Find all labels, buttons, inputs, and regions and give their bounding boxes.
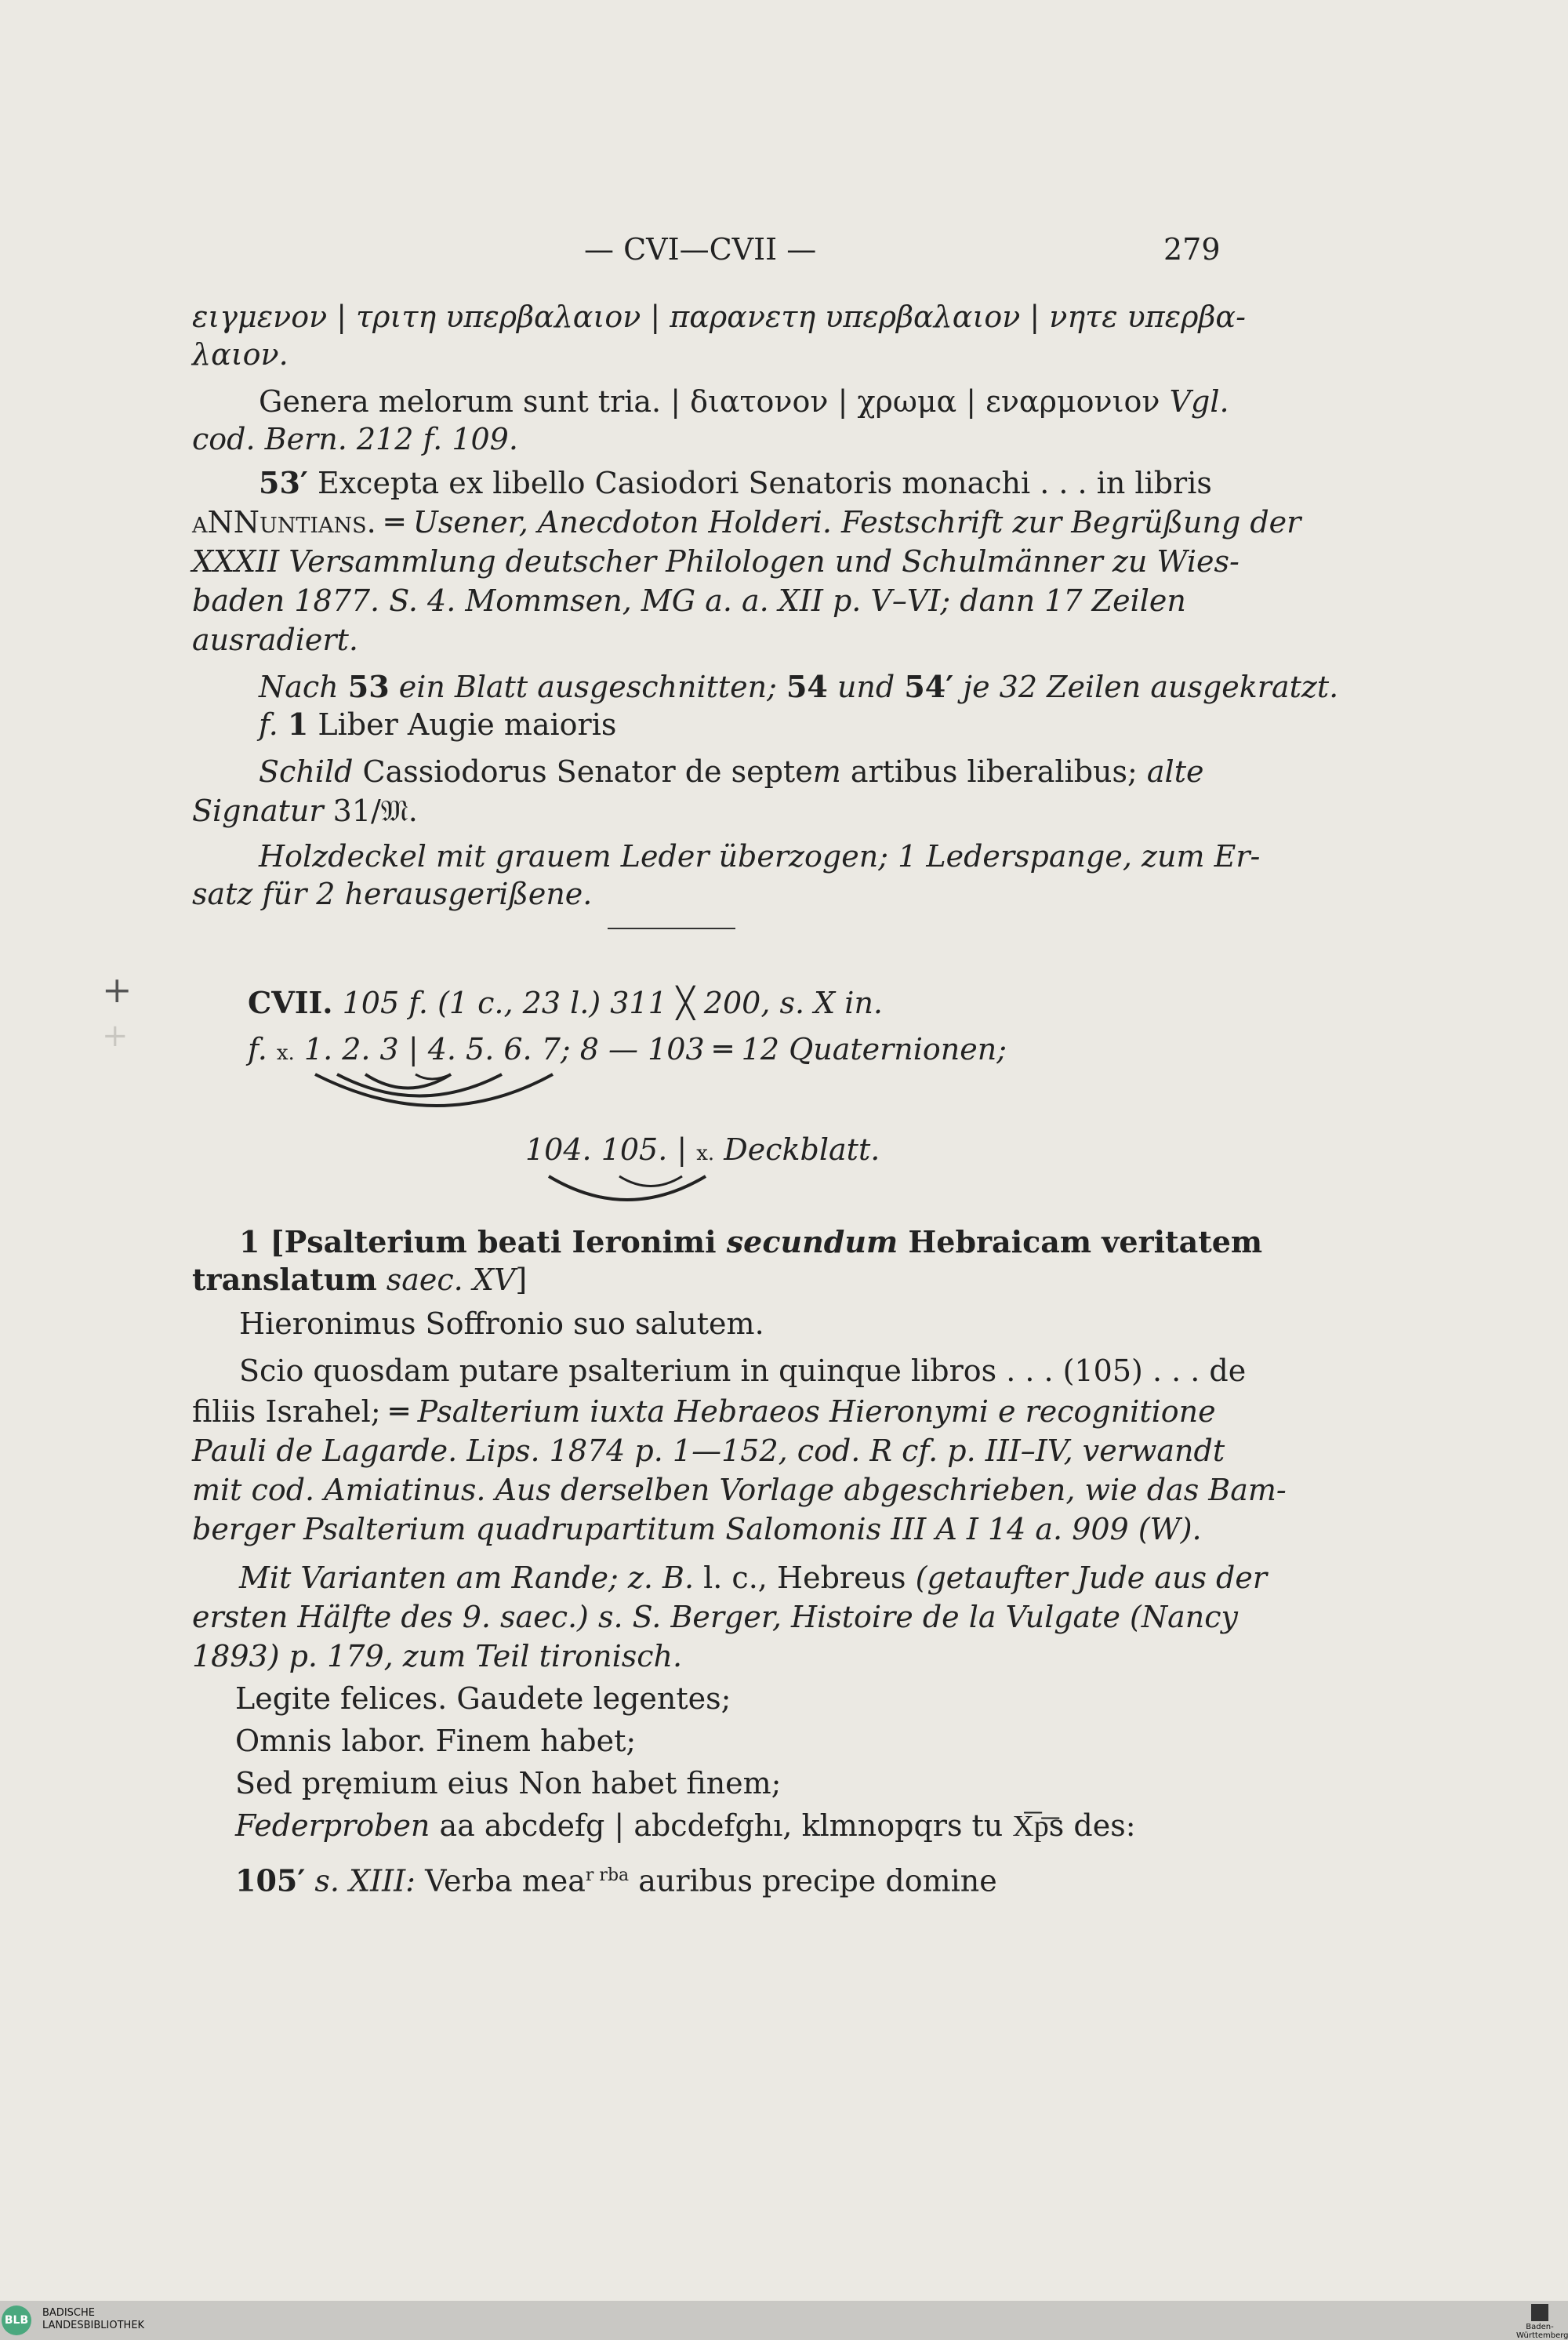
text-line-10: Nach 53 ein Blatt ausgeschnitten; 54 und 54′ je 32 Zeilen ausgekratzt.	[259, 669, 1339, 704]
text-line-2: λαιον.	[192, 337, 289, 372]
text-line-16: CVII. 105 f. (1 c., 23 l.) 311 ╳ 200, s. X in.	[248, 985, 883, 1020]
text-line-25: mit cod. Amiatinus. Aus derselben Vorlage abgeschrieben, wie das Bam-	[192, 1473, 1287, 1507]
text-line-19: 1 [Psalterium beati Ieronimi secundum Hebraicam veritatem	[239, 1224, 1263, 1259]
text-line-23: filiis Israhel; ═ Psalterium iuxta Hebraeos Hieronymi e recognitione	[192, 1394, 1216, 1429]
text-line-12: Schild Cassiodorus Senator de septem artibus liberalibus; alte	[259, 754, 1204, 789]
text-line-26: berger Psalterium quadrupartitum Salomonis III A I 14 a. 909 (W).	[192, 1512, 1202, 1546]
blb-logo: BLB	[2, 2305, 31, 2335]
text-line-5: 53′ Excepta ex libello Casiodori Senatoris monachi . . . in libris	[259, 465, 1212, 500]
text-line-29: 1893) p. 179, zum Teil tironisch.	[192, 1639, 683, 1673]
text-line-17: f. x. 1. 2. 3 | 4. 5. 6. 7; 8 — 103 ═ 12 Quaternionen;	[248, 1032, 1007, 1066]
text-line-7: XXXII Versammlung deutscher Philologen und Schulmänner zu Wies-	[192, 544, 1240, 579]
text-line-18: 104. 105. | x. Deckblatt.	[525, 1132, 880, 1167]
text-line-28: ersten Hälfte des 9. saec.) s. S. Berger, Histoire de la Vulgate (Nancy	[192, 1600, 1239, 1634]
text-line-8: baden 1877. S. 4. Mommsen, MG a. a. XII p. V–VI; dann 17 Zeilen	[192, 583, 1186, 618]
text-line-34: 105′ s. XIII: Verba mea$^{r rba}$ auribus precipe domine	[235, 1862, 997, 1899]
quire-arc-6	[619, 1176, 682, 1186]
text-line-11: f. 1 Liber Augie maioris	[259, 707, 617, 742]
text-line-6: aNNuntians. ═ Usener, Anecdoton Holderi. Festschrift zur Begrüßung der	[192, 505, 1301, 540]
text-line-4: cod. Bern. 212 f. 109.	[192, 422, 518, 456]
margin-mark-faint: +	[102, 1018, 129, 1054]
footer-bar	[0, 2301, 1568, 2340]
text-line-30: Legite felices. Gaudete legentes;	[235, 1681, 731, 1716]
text-line-1: ειγμενον | τριτη υπερβαλαιον | παρανετη υπερβαλαιον | νητε υπερβα-	[192, 300, 1246, 334]
text-line-21: Hieronimus Soffronio suo salutem.	[239, 1306, 764, 1341]
text-line-33: Federproben aa abcdefg | abcdefghı, klmnopqrs tu X͞p͞s des:	[235, 1808, 1136, 1843]
quire-arc-3	[365, 1074, 451, 1088]
region-mark: Baden-Württemberg	[1516, 2304, 1563, 2340]
crest-icon	[1531, 2304, 1548, 2321]
margin-mark: +	[102, 968, 132, 1011]
page-number: 279	[1163, 232, 1221, 267]
library-name: BADISCHE LANDESBIBLIOTHEK	[42, 2307, 145, 2331]
text-line-15: satz für 2 herausgerißene.	[192, 877, 593, 911]
text-line-27: Mit Varianten am Rande; z. B. l. c., Hebreus (getaufter Jude aus der	[239, 1561, 1268, 1595]
running-head: — CVI—CVII —	[584, 232, 817, 267]
text-line-9: ausradiert.	[192, 623, 358, 657]
text-line-3: Genera melorum sunt tria. | διατονον | χρωμα | εναρμονιον Vgl.	[259, 384, 1229, 419]
text-line-20: translatum saec. XV]	[192, 1262, 528, 1297]
text-line-31: Omnis labor. Finem habet;	[235, 1724, 637, 1758]
text-line-14: Holzdeckel mit grauem Leder überzogen; 1 Lederspange, zum Er-	[259, 839, 1261, 874]
text-line-24: Pauli de Lagarde. Lips. 1874 p. 1—152, cod. R cf. p. III–IV, verwandt	[192, 1433, 1225, 1468]
text-line-13: Signatur 31/𝔐.	[192, 794, 418, 828]
text-line-22: Scio quosdam putare psalterium in quinque libros . . . (105) . . . de	[239, 1353, 1247, 1388]
text-line-32: Sed pręmium eius Non habet finem;	[235, 1766, 782, 1800]
